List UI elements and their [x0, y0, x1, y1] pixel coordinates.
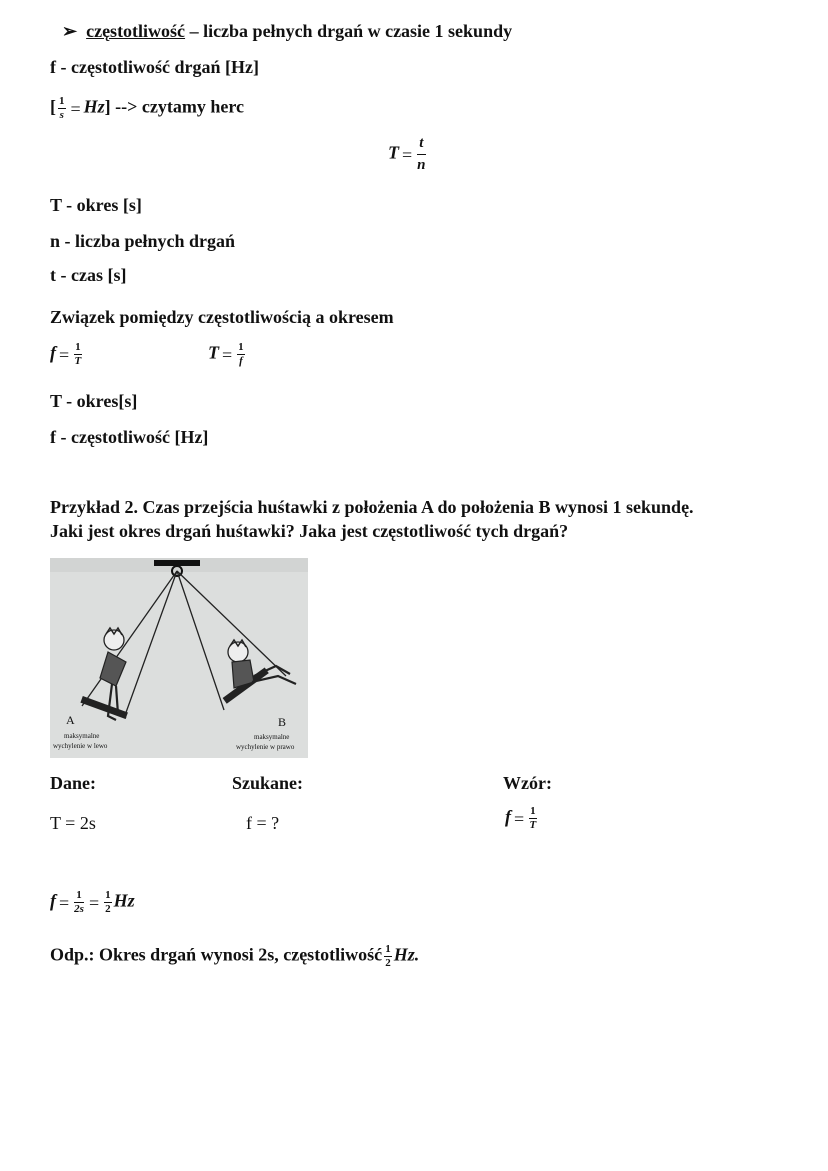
calc-fraction-2 [104, 890, 112, 915]
calculation [50, 890, 135, 915]
calc-num-2: 1 [105, 889, 111, 901]
bullet-arrow-icon: ➢ [62, 21, 78, 41]
herc-eq: = [70, 98, 81, 119]
rel-f-num: 1 [75, 341, 81, 353]
rel-f-eq: = [59, 344, 70, 365]
wzor-eq: = [514, 808, 525, 829]
wzor-lhs: f [505, 806, 511, 827]
herc-close: ] --> czytamy herc [104, 96, 245, 117]
example-line-1: Przykład 2. Czas przejścia huśtawki z położenia A do położenia B wynosi 1 sekundę. [50, 497, 694, 517]
herc-num: 1 [59, 95, 65, 107]
szukane-heading: Szukane: [232, 773, 304, 793]
answer-num: 1 [385, 943, 391, 955]
rel-f-lhs: f [50, 342, 56, 363]
calc-den-2: 2 [105, 903, 111, 915]
herc-fraction [58, 96, 66, 121]
rel-f-den: T [74, 355, 82, 367]
symbol-line: f - częstotliwość [Hz] [50, 427, 209, 447]
herc-hz: Hz [83, 96, 105, 117]
calc-fraction-1 [74, 890, 84, 915]
wzor-num: 1 [530, 805, 536, 817]
period-lhs: T [388, 142, 399, 163]
dane-heading: Dane: [50, 773, 96, 793]
wzor-formula [505, 806, 539, 831]
rel-T-eq: = [222, 344, 233, 365]
answer-line [50, 944, 419, 969]
answer-text: Odp.: Okres drgań wynosi 2s, częstotliwość [50, 944, 383, 965]
label-b: B [278, 715, 287, 729]
period-den: n [417, 157, 426, 173]
calc-unit: Hz [113, 890, 135, 911]
rel-T-den: f [239, 355, 243, 367]
definition-text: – liczba pełnych drgań w czasie 1 sekundy [185, 21, 513, 41]
rel-T-num: 1 [238, 341, 244, 353]
definition-term: częstotliwość [86, 21, 186, 41]
caption-a-1: maksymalne [64, 732, 100, 740]
answer-fraction [384, 944, 392, 969]
definition-line [62, 22, 512, 40]
wzor-fraction [529, 806, 537, 831]
swing-drawing [50, 558, 308, 758]
rel-T-lhs: T [208, 342, 219, 363]
answer-den: 2 [385, 957, 391, 969]
calc-eq-1: = [59, 892, 70, 913]
symbol-line: T - okres [s] [50, 195, 142, 215]
calc-num-1: 1 [74, 890, 84, 903]
period-formula [388, 136, 428, 173]
example-line-2: Jaki jest okres drgań huśtawki? Jaka jest częstotliwość tych drgań? [50, 521, 569, 541]
symbol-line: t - czas [s] [50, 265, 127, 285]
swing-illustration [50, 558, 308, 758]
dane-value: T = 2s [50, 813, 96, 833]
relation-T-formula [208, 342, 247, 367]
label-a: A [66, 713, 75, 727]
calc-den-1: 2s [74, 903, 84, 915]
calc-lhs: f [50, 890, 56, 911]
relation-f-formula [50, 342, 84, 367]
herc-line [50, 96, 244, 121]
wzor-den: T [529, 819, 537, 831]
caption-b-1: maksymalne [254, 733, 290, 741]
herc-den: s [59, 109, 64, 121]
calc-eq-2: = [88, 892, 100, 913]
symbol-line: n - liczba pełnych drgań [50, 231, 236, 251]
rel-f-fraction [74, 342, 82, 367]
period-eq: = [402, 144, 413, 165]
herc-open: [ [50, 96, 56, 117]
caption-a-2: wychylenie w lewo [53, 742, 108, 750]
wzor-heading: Wzór: [503, 773, 552, 793]
symbol-line: T - okres[s] [50, 391, 138, 411]
answer-unit: Hz. [393, 944, 420, 965]
szukane-value: f = ? [246, 813, 280, 833]
freq-unit-line: f - częstotliwość drgań [Hz] [50, 57, 259, 77]
period-fraction [417, 136, 425, 173]
period-num: t [417, 136, 425, 155]
rel-T-fraction [237, 342, 245, 367]
caption-b-2: wychylenie w prawo [236, 743, 295, 751]
relation-heading: Związek pomiędzy częstotliwością a okresem [50, 307, 394, 327]
